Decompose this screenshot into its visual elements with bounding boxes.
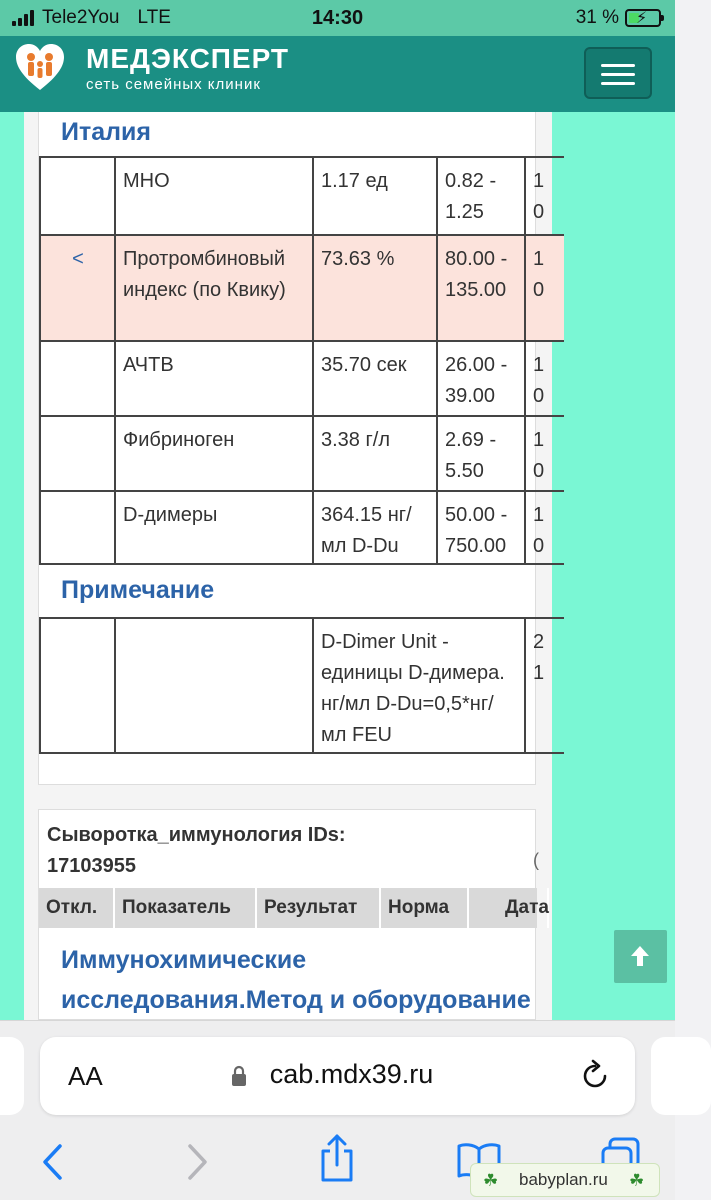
cell-norm: 50.00 - 750.00 bbox=[436, 490, 524, 565]
cell-name: Фибриноген bbox=[114, 415, 312, 490]
address-bar[interactable] bbox=[40, 1037, 635, 1115]
battery-percent: 31 % bbox=[575, 7, 619, 28]
chevron-left-icon[interactable] bbox=[40, 1143, 64, 1181]
section-title-immunochem: Иммунохимические исследования.Метод и оборудование bbox=[61, 946, 531, 1014]
immunology-card bbox=[38, 809, 549, 1020]
clover-icon: ☘ bbox=[483, 1171, 499, 1190]
brand-name[interactable]: МЕДЭКСПЕРТ bbox=[86, 43, 290, 74]
cell-extra: 2 1 bbox=[524, 617, 564, 754]
cell-flag-low: < bbox=[39, 234, 114, 340]
table-header bbox=[39, 888, 549, 928]
cell-flag bbox=[39, 415, 114, 490]
card-title: Сыворотка_иммунология IDs: 17103955 bbox=[47, 824, 346, 877]
reload-icon[interactable] bbox=[580, 1059, 610, 1091]
cell-extra: 1 0 bbox=[524, 156, 564, 234]
cell-name: МНО bbox=[114, 156, 312, 234]
cell-flag bbox=[39, 340, 114, 415]
cell-norm: 2.69 - 5.50 bbox=[436, 415, 524, 490]
section-title-italy: Италия bbox=[61, 118, 151, 146]
results-grid bbox=[39, 112, 545, 785]
cell-extra: 1 0 bbox=[524, 415, 564, 490]
scroll-to-top-button[interactable] bbox=[614, 930, 667, 983]
brand-tagline: сеть семейных клиник bbox=[86, 76, 261, 93]
col-header-deviation: Откл. bbox=[39, 888, 115, 928]
card-dot: ( bbox=[533, 850, 539, 870]
col-header-indicator: Показатель bbox=[115, 888, 257, 928]
cell-flag bbox=[39, 490, 114, 565]
clover-icon: ☘ bbox=[629, 1171, 645, 1190]
reader-options-button[interactable]: AA bbox=[68, 1061, 103, 1091]
chevron-right-icon[interactable] bbox=[186, 1143, 210, 1181]
menu-button[interactable] bbox=[584, 47, 652, 99]
status-bar bbox=[0, 0, 675, 36]
note-text: D-Dimer Unit - единицы D-димера. нг/мл D-Du=0,5*нг/мл FEU bbox=[312, 617, 524, 754]
cell-extra: 1 0 bbox=[524, 234, 564, 340]
cell-name bbox=[114, 617, 312, 754]
carrier-label: Tele2You bbox=[42, 7, 120, 28]
cell-name: АЧТВ bbox=[114, 340, 312, 415]
cell-extra: 1 0 bbox=[524, 340, 564, 415]
clock: 14:30 bbox=[311, 7, 364, 29]
battery-icon: ⚡ bbox=[625, 9, 661, 27]
cell-norm: 80.00 - 135.00 bbox=[436, 234, 524, 340]
cell-result: 1.17 ед bbox=[312, 156, 436, 234]
cell-result: 35.70 сек bbox=[312, 340, 436, 415]
prev-tab-peek[interactable] bbox=[0, 1037, 24, 1115]
page-content[interactable] bbox=[0, 112, 675, 1020]
cell-name: D-димеры bbox=[114, 490, 312, 565]
cell-flag bbox=[39, 617, 114, 754]
section-title-note: Примечание bbox=[61, 576, 215, 604]
cell-norm: 0.82 - 1.25 bbox=[436, 156, 524, 234]
results-table bbox=[38, 112, 545, 785]
cell-result: 3.38 г/л bbox=[312, 415, 436, 490]
col-header-norm: Норма bbox=[381, 888, 469, 928]
network-label: LTE bbox=[137, 7, 171, 28]
cell-extra: 1 0 bbox=[524, 490, 564, 565]
cell-norm: 26.00 - 39.00 bbox=[436, 340, 524, 415]
url-text[interactable]: cab.mdx39.ru bbox=[269, 1059, 434, 1089]
status-right bbox=[576, 7, 661, 29]
arrow-up-icon bbox=[629, 944, 651, 968]
site-header bbox=[0, 36, 675, 112]
family-heart-icon[interactable] bbox=[14, 42, 66, 92]
hamburger-icon bbox=[601, 64, 635, 67]
share-icon[interactable] bbox=[318, 1133, 356, 1183]
next-tab-peek[interactable] bbox=[651, 1037, 711, 1115]
cell-result: 73.63 % bbox=[312, 234, 436, 340]
watermark-text: babyplan.ru bbox=[519, 1170, 608, 1189]
cell-result: 364.15 нг/ мл D-Du bbox=[312, 490, 436, 565]
col-header-result: Результат bbox=[257, 888, 381, 928]
cell-flag bbox=[39, 156, 114, 234]
col-header-date: Дата bbox=[469, 888, 549, 928]
browser-toolbar bbox=[0, 1020, 675, 1200]
watermark-badge bbox=[470, 1163, 660, 1197]
cell-name: Протромбиновый индекс (по Квику) bbox=[114, 234, 312, 340]
